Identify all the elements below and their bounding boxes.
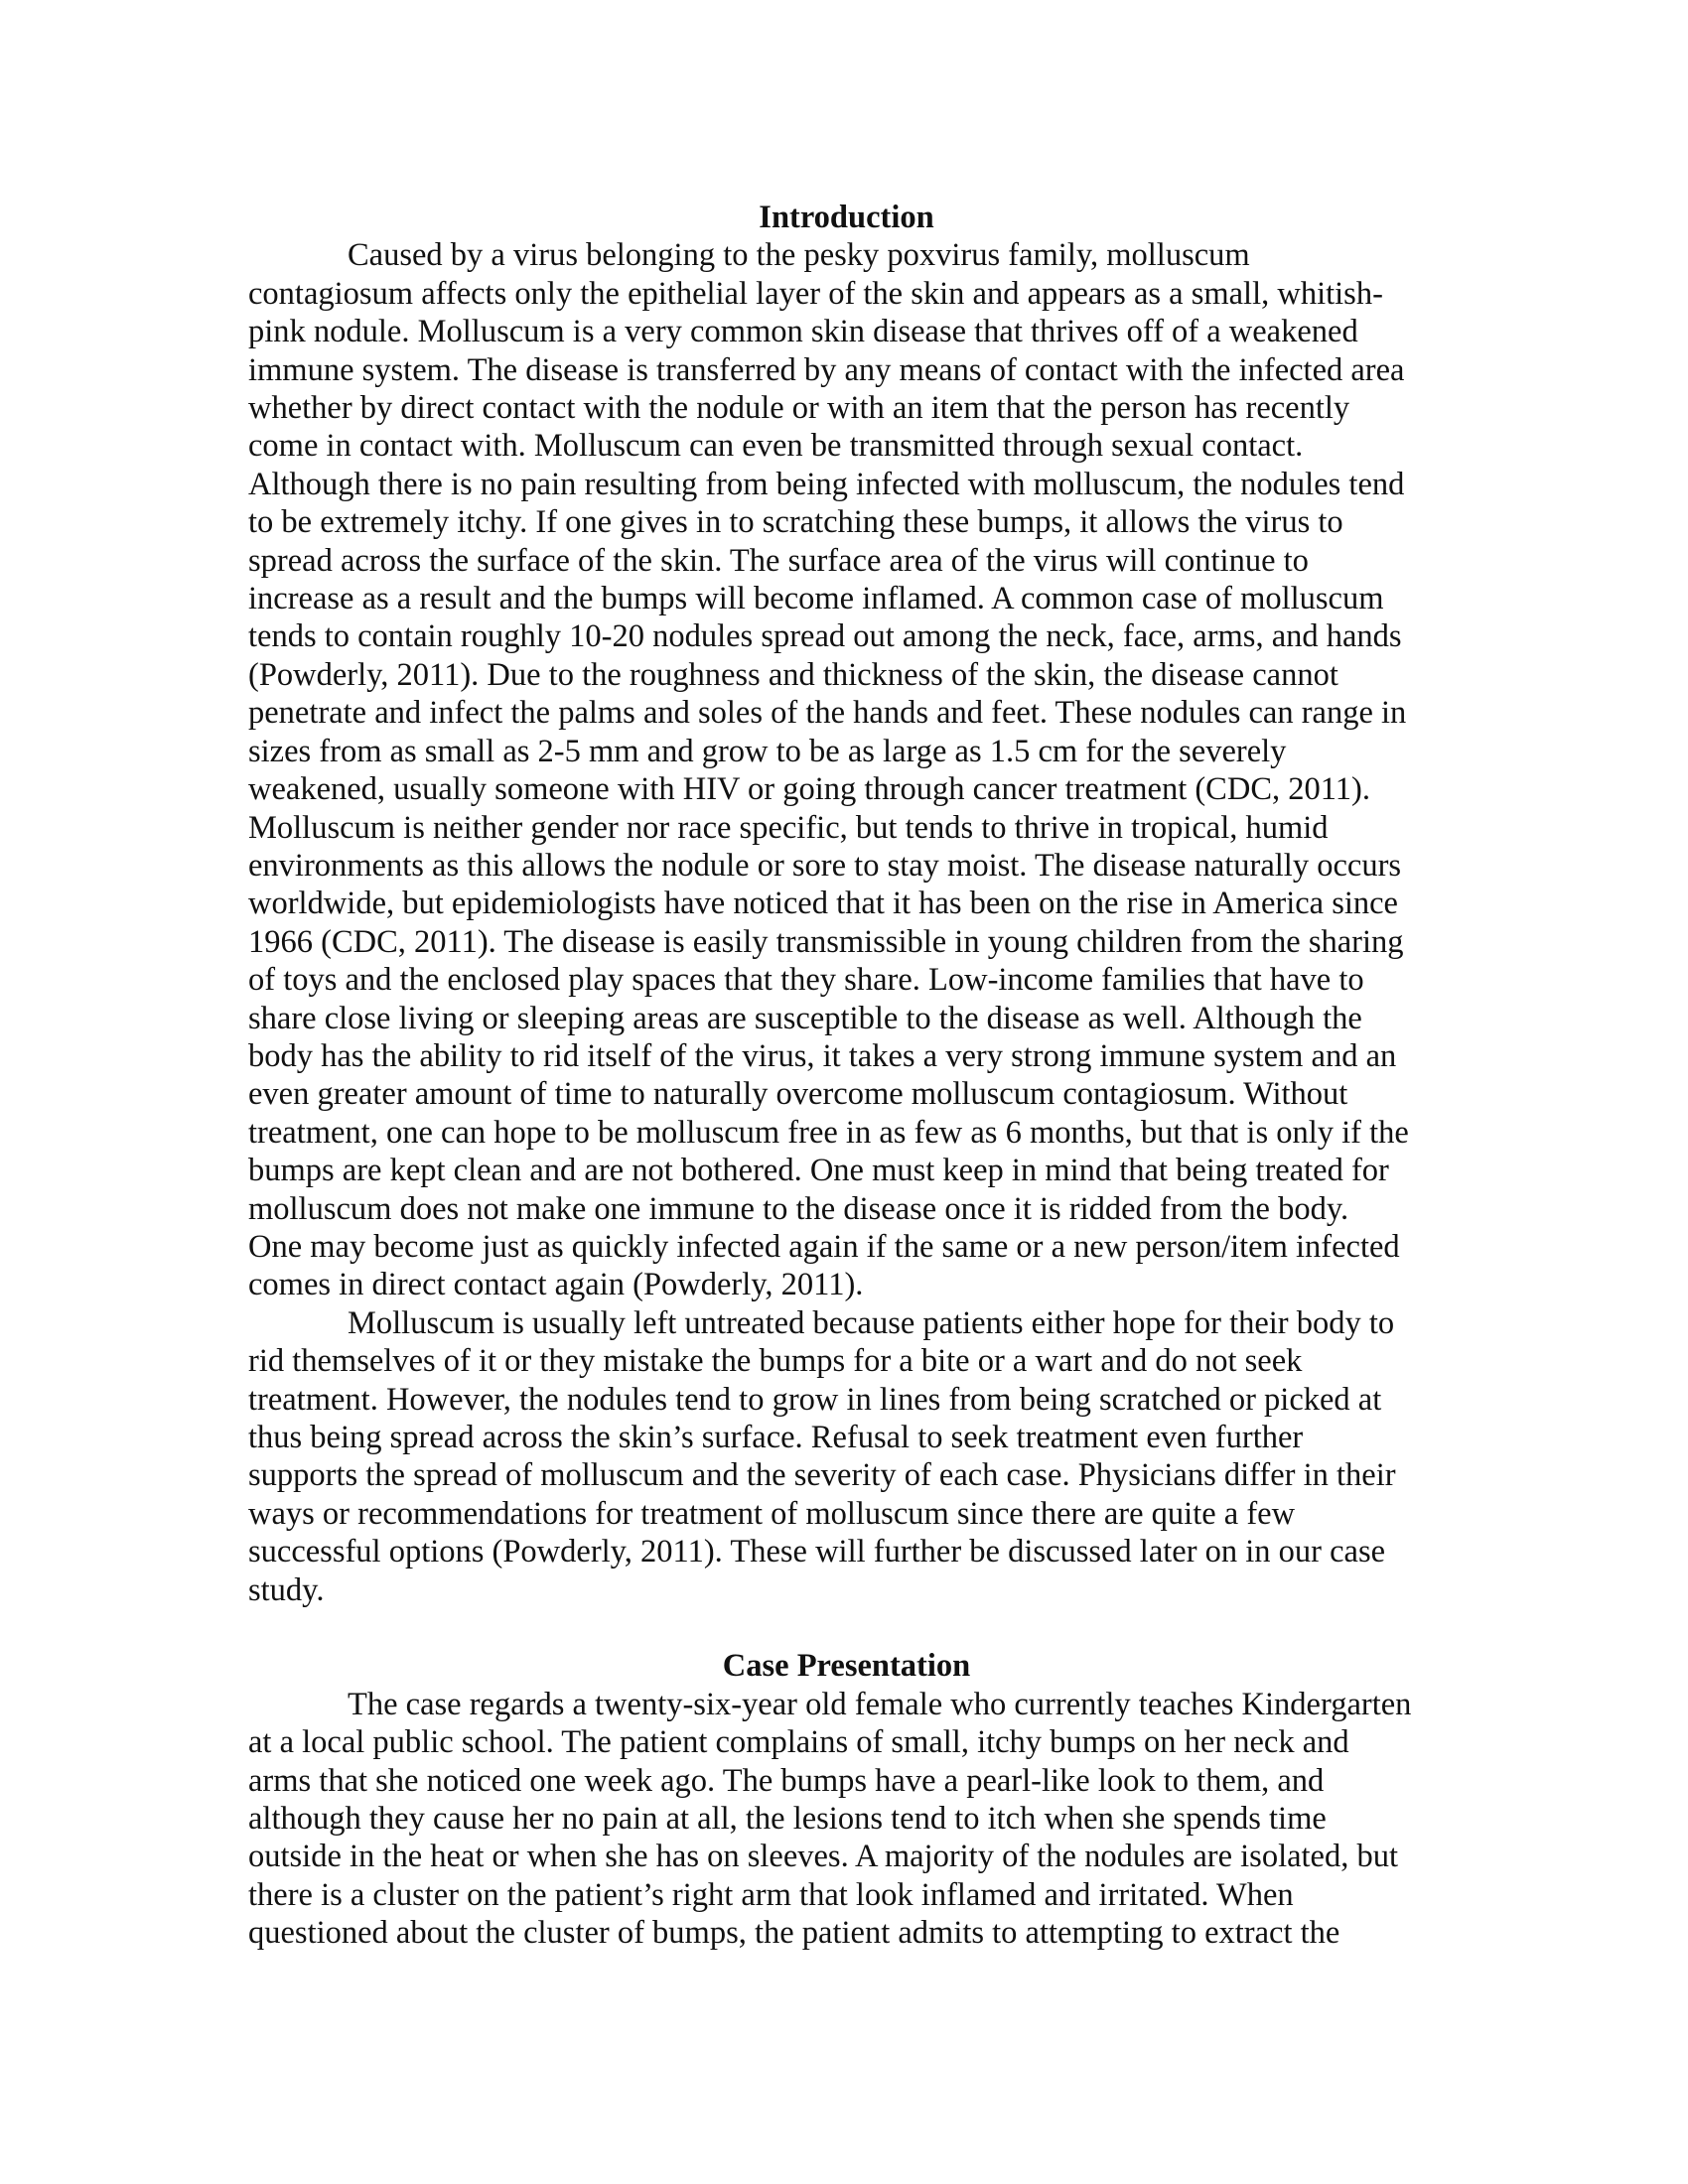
text-line: The case regards a twenty-six-year old female who currently teaches Kindergarten	[348, 1686, 1412, 1722]
text-line: arms that she noticed one week ago. The bumps have a pearl-like look to them, and	[248, 1762, 1325, 1799]
text-line: Caused by a virus belonging to the pesky poxvirus family, molluscum	[348, 237, 1250, 274]
text-line: Although there is no pain resulting from being infected with molluscum, the nodules tend	[248, 466, 1405, 502]
text-line: treatment. However, the nodules tend to grow in lines from being scratched or picked at	[248, 1381, 1382, 1418]
text-line: ways or recommendations for treatment of molluscum since there are quite a few	[248, 1495, 1296, 1532]
text-line: pink nodule. Molluscum is a very common skin disease that thrives off of a weakened	[248, 314, 1358, 350]
text-line: there is a cluster on the patient’s right arm that look inflamed and irritated. When	[248, 1876, 1294, 1913]
text-line: study.	[248, 1571, 325, 1608]
text-line: increase as a result and the bumps will become inflamed. A common case of molluscum	[248, 581, 1384, 617]
text-line: penetrate and infect the palms and soles of the hands and feet. These nodules can range in	[248, 695, 1407, 732]
text-line: comes in direct contact again (Powderly, 2011).	[248, 1267, 864, 1303]
introduction-heading: Introduction	[759, 200, 934, 235]
introduction-paragraph-1	[248, 236, 1445, 1303]
text-line: supports the spread of molluscum and the severity of each case. Physicians differ in their	[248, 1457, 1396, 1494]
text-line: come in contact with. Molluscum can even be transmitted through sexual contact.	[248, 428, 1304, 465]
text-line: bumps are kept clean and are not bothered. One must keep in mind that being treated for	[248, 1153, 1389, 1189]
text-line: immune system. The disease is transferred by any means of contact with the infected area	[248, 351, 1405, 388]
text-line: at a local public school. The patient complains of small, itchy bumps on her neck and	[248, 1724, 1349, 1761]
text-line: body has the ability to rid itself of the virus, it takes a very strong immune system and an	[248, 1037, 1397, 1074]
introduction-paragraph-2	[248, 1304, 1445, 1609]
text-line: contagiosum affects only the epithelial layer of the skin and appears as a small, whitish-	[248, 275, 1383, 312]
text-line: weakened, usually someone with HIV or going through cancer treatment (CDC, 2011).	[248, 771, 1370, 808]
text-line: of toys and the enclosed play spaces that they share. Low-income families that have to	[248, 962, 1364, 999]
text-line: worldwide, but epidemiologists have noticed that it has been on the rise in America since	[248, 886, 1398, 922]
text-line: Molluscum is neither gender nor race specific, but tends to thrive in tropical, humid	[248, 809, 1329, 846]
text-line: even greater amount of time to naturally overcome molluscum contagiosum. Without	[248, 1076, 1348, 1113]
text-line: molluscum does not make one immune to the disease once it is ridded from the body.	[248, 1190, 1349, 1227]
text-line: 1966 (CDC, 2011). The disease is easily transmissible in young children from the sharing	[248, 923, 1404, 960]
text-line: spread across the surface of the skin. The surface area of the virus will continue to	[248, 542, 1309, 579]
text-line: One may become just as quickly infected again if the same or a new person/item infected	[248, 1228, 1400, 1265]
document-body	[248, 199, 1445, 1953]
text-line: questioned about the cluster of bumps, the patient admits to attempting to extract the	[248, 1915, 1340, 1952]
text-line: (Powderly, 2011). Due to the roughness and thickness of the skin, the disease cannot	[248, 656, 1338, 693]
section-spacer	[248, 1609, 1445, 1647]
text-line: outside in the heat or when she has on sleeves. A majority of the nodules are isolated, but	[248, 1839, 1399, 1875]
text-line: treatment, one can hope to be molluscum free in as few as 6 months, but that is only if the	[248, 1114, 1409, 1151]
case-presentation-heading: Case Presentation	[722, 1648, 971, 1685]
text-line: tends to contain roughly 10-20 nodules spread out among the neck, face, arms, and hands	[248, 618, 1402, 655]
text-line: whether by direct contact with the nodule or with an item that the person has recently	[248, 390, 1350, 427]
text-line: to be extremely itchy. If one gives in to scratching these bumps, it allows the virus to	[248, 504, 1343, 541]
text-line: although they cause her no pain at all, the lesions tend to itch when she spends time	[248, 1801, 1327, 1838]
text-line: rid themselves of it or they mistake the bumps for a bite or a wart and do not seek	[248, 1343, 1303, 1380]
text-line: sizes from as small as 2-5 mm and grow to be as large as 1.5 cm for the severely	[248, 733, 1287, 769]
text-line: environments as this allows the nodule or sore to stay moist. The disease naturally occurs	[248, 847, 1402, 884]
case-presentation-paragraph-1	[248, 1686, 1445, 1953]
text-line: thus being spread across the skin’s surface. Refusal to seek treatment even further	[248, 1420, 1304, 1455]
text-line: share close living or sleeping areas are susceptible to the disease as well. Although the	[248, 1000, 1362, 1036]
text-line: Molluscum is usually left untreated because patients either hope for their body to	[348, 1304, 1395, 1341]
text-line: successful options (Powderly, 2011). These will further be discussed later on in our case	[248, 1534, 1386, 1570]
